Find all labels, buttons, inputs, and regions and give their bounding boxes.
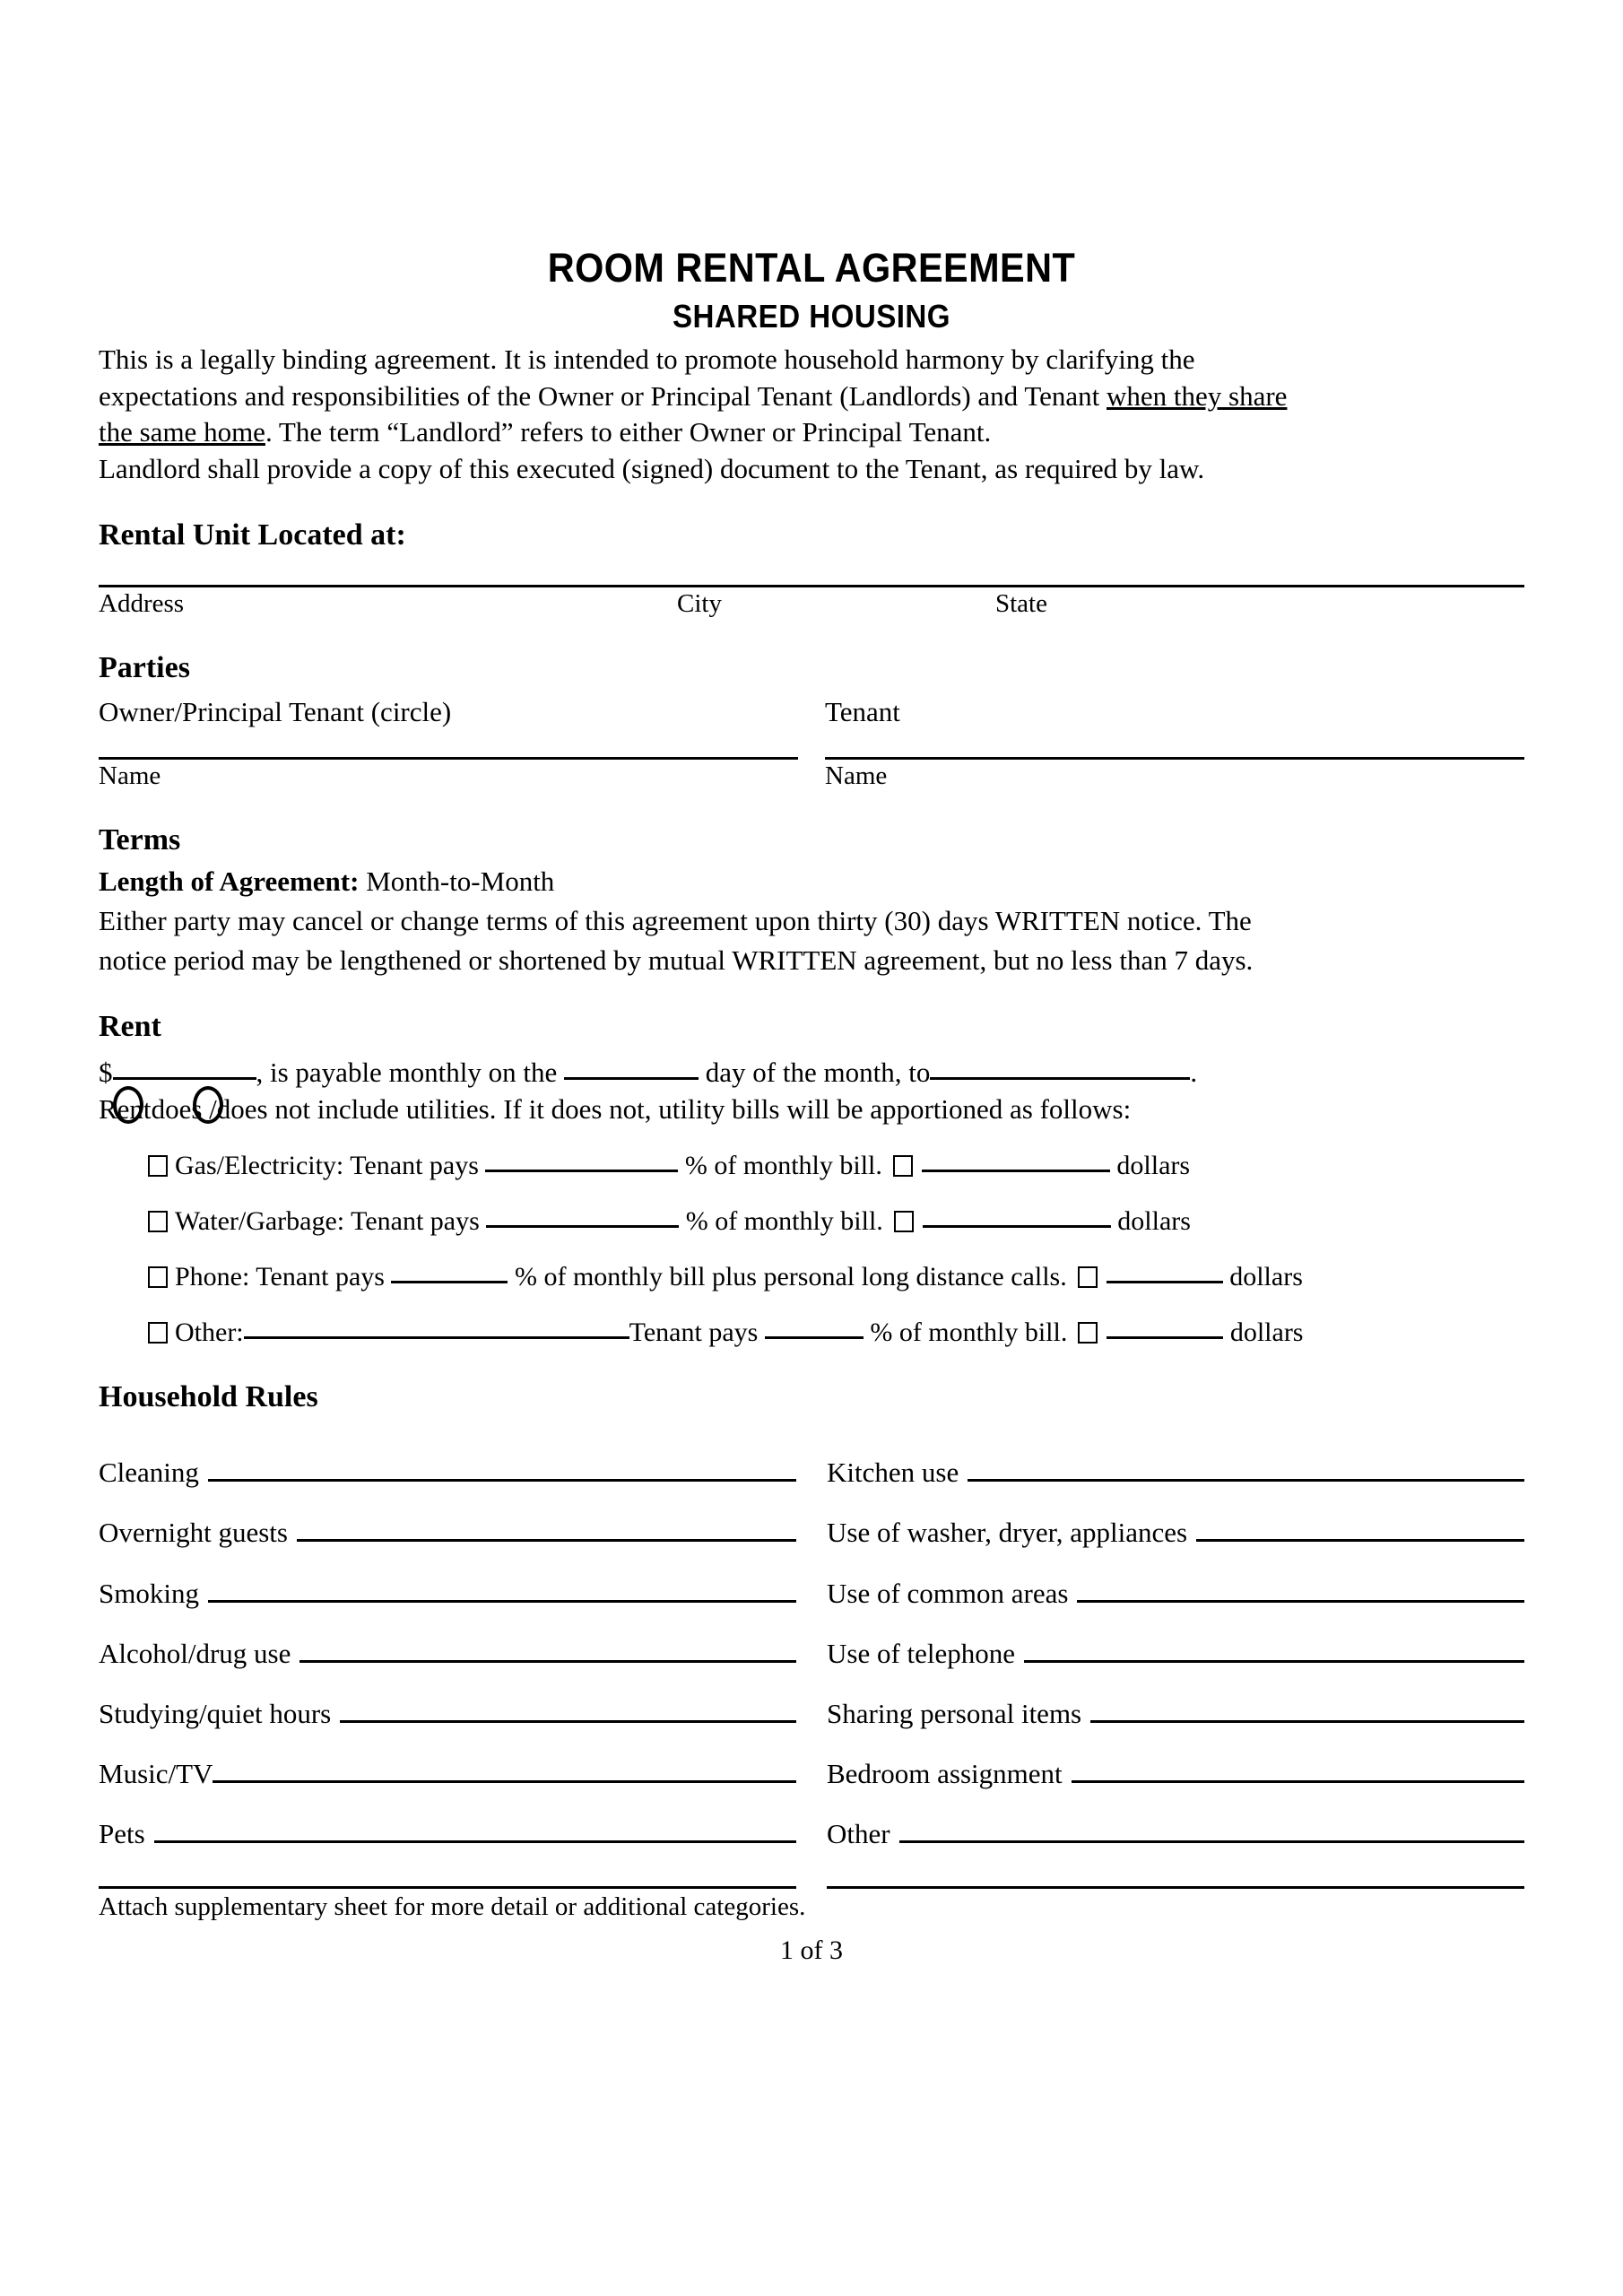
caption-city: City	[677, 589, 722, 619]
address-fill-line[interactable]	[99, 585, 1524, 587]
utility-label: Gas/Electricity: Tenant pays	[175, 1151, 479, 1181]
household-rule-label: Sharing personal items	[827, 1697, 1082, 1729]
household-rule-label: Bedroom assignment	[827, 1758, 1063, 1790]
utility-percent-suffix: % of monthly bill.	[870, 1318, 1068, 1348]
document-sheet	[99, 247, 1524, 1966]
utility-dollars-suffix: dollars	[1116, 1151, 1191, 1181]
utility-percent-suffix: % of monthly bill.	[684, 1151, 882, 1181]
household-rule-fill-line[interactable]	[213, 1780, 796, 1783]
utility-label: Phone: Tenant pays	[175, 1262, 385, 1292]
utility-dollars-blank[interactable]	[922, 1152, 1110, 1172]
length-of-agreement-value: Month-to-Month	[359, 865, 555, 898]
page-title: ROOM RENTAL AGREEMENT	[547, 245, 1076, 291]
utility-rows	[99, 1150, 1524, 1349]
household-rule-fill-line[interactable]	[1024, 1660, 1524, 1663]
utility-label: Water/Garbage: Tenant pays	[175, 1206, 480, 1237]
household-rule-fill-line[interactable]	[968, 1479, 1524, 1482]
rent-choice-does: does	[151, 1093, 203, 1126]
household-rule-fill-line[interactable]	[1077, 1600, 1524, 1603]
terms-body-line-1: Either party may cancel or change terms of this agreement upon thirty (30) days WRITTEN notice. The	[99, 904, 1252, 936]
extra-rule-line-right[interactable]	[827, 1886, 1524, 1889]
household-rule-fill-line[interactable]	[297, 1539, 796, 1542]
household-rule-label: Use of washer, dryer, appliances	[827, 1517, 1188, 1549]
intro-line-3	[99, 414, 1524, 451]
owner-name-fill-line[interactable]	[99, 757, 798, 760]
rent-dollar-sign: $	[99, 1057, 113, 1089]
owner-name-caption-wrap	[99, 761, 798, 792]
household-rule-label: Alcohol/drug use	[99, 1637, 291, 1669]
section-heading-parties: Parties	[99, 651, 190, 685]
household-rule-label: Other	[827, 1818, 890, 1850]
household-rule-label: Overnight guests	[99, 1517, 288, 1549]
rent-amount-blank[interactable]	[113, 1059, 256, 1080]
household-rule-label: Smoking	[99, 1577, 199, 1609]
utility-percent-blank[interactable]	[485, 1152, 678, 1172]
household-rule-fill-line[interactable]	[154, 1840, 796, 1843]
household-rule-label: Kitchen use	[827, 1457, 959, 1489]
caption-state: State	[995, 589, 1047, 619]
household-rule-fill-line[interactable]	[208, 1479, 796, 1482]
address-captions	[99, 589, 1524, 620]
rent-day-of-month-text: day of the month, to	[705, 1057, 931, 1089]
tenant-name-fill-line[interactable]	[825, 757, 1524, 760]
length-of-agreement-row	[99, 865, 1524, 900]
household-rule-item	[99, 1637, 796, 1670]
utility-row	[99, 1150, 1524, 1182]
caption-tenant-name: Name	[825, 761, 888, 791]
utility-dollars-checkbox[interactable]	[1078, 1266, 1098, 1288]
parties-tenant-label: Tenant	[825, 696, 900, 728]
household-rule-fill-line[interactable]	[1090, 1720, 1524, 1723]
household-rule-label: Use of common areas	[827, 1577, 1069, 1609]
utility-percent-suffix: % of monthly bill.	[685, 1206, 883, 1237]
section-heading-household-rules: Household Rules	[99, 1380, 318, 1414]
parties-owner-label: Owner/Principal Tenant (circle)	[99, 696, 452, 728]
circle-marker-does-not[interactable]	[193, 1086, 223, 1124]
household-rule-label: Cleaning	[99, 1457, 199, 1489]
household-rule-fill-line[interactable]	[899, 1840, 1524, 1843]
household-rule-item	[99, 1456, 796, 1489]
utility-dollars-blank[interactable]	[1107, 1263, 1223, 1283]
household-rule-item	[827, 1516, 1524, 1549]
caption-address: Address	[99, 589, 185, 619]
intro-line-2-text: expectations and responsibilities of the Owner or Principal Tenant (Landlords) and Tenant	[99, 379, 1107, 412]
household-rule-item	[99, 1577, 796, 1610]
utility-percent-blank[interactable]	[391, 1263, 508, 1283]
rent-payee-blank[interactable]	[930, 1059, 1190, 1080]
utility-dollars-checkbox[interactable]	[1078, 1322, 1098, 1344]
utility-mid-label: Tenant pays	[629, 1318, 759, 1348]
page-number: 1 of 3	[780, 1935, 843, 1966]
utility-percent-blank[interactable]	[765, 1318, 864, 1339]
section-heading-terms: Terms	[99, 823, 181, 857]
utility-dollars-checkbox[interactable]	[893, 1155, 913, 1177]
section-heading-rental-unit: Rental Unit Located at:	[99, 518, 406, 552]
utility-percent-checkbox[interactable]	[148, 1211, 168, 1232]
utility-row	[99, 1261, 1524, 1293]
household-rule-item	[827, 1577, 1524, 1610]
utility-dollars-suffix: dollars	[1229, 1318, 1304, 1348]
intro-line-1: This is a legally binding agreement. It is intended to promote household harmony by clarifying the	[99, 343, 1195, 375]
rent-amount-row	[99, 1055, 1524, 1090]
utility-percent-blank[interactable]	[486, 1207, 679, 1228]
rent-includes-utilities-row	[99, 1091, 1524, 1126]
household-rule-label: Studying/quiet hours	[99, 1697, 332, 1729]
rent-choice-does-not: does not include utilities. If it does not, utility bills will be apportioned as follows:	[216, 1093, 1132, 1126]
intro-paragraph	[99, 342, 1524, 487]
household-rule-item	[99, 1516, 796, 1549]
rent-choice-slash: /	[209, 1093, 217, 1126]
parties-labels	[99, 691, 1524, 730]
household-rule-label: Use of telephone	[827, 1637, 1016, 1669]
household-rule-item	[827, 1817, 1524, 1850]
household-rule-fill-line[interactable]	[1196, 1539, 1524, 1542]
household-rule-item	[827, 1637, 1524, 1670]
utility-label: Other:	[175, 1318, 244, 1348]
page-subtitle: SHARED HOUSING	[672, 297, 951, 335]
extra-rule-line-left[interactable]	[99, 1886, 796, 1889]
household-rule-item	[827, 1757, 1524, 1790]
household-rule-item	[99, 1757, 796, 1790]
utility-percent-suffix: % of monthly bill plus personal long distance calls.	[514, 1262, 1067, 1292]
household-rule-item	[99, 1817, 796, 1850]
household-rule-item	[99, 1697, 796, 1730]
utility-other-name-blank[interactable]	[244, 1318, 629, 1339]
intro-line-3-text: . The term “Landlord” refers to either Owner or Principal Tenant.	[265, 416, 992, 448]
household-rules-extra-lines	[99, 1886, 1524, 1889]
utility-dollars-suffix: dollars	[1117, 1206, 1191, 1237]
rent-choice-prefix: Rent	[99, 1093, 152, 1126]
utility-percent-checkbox[interactable]	[148, 1266, 168, 1288]
rent-payable-text: , is payable monthly on the	[256, 1057, 558, 1089]
household-rule-item	[827, 1456, 1524, 1489]
intro-underline-b: the same home	[99, 416, 265, 448]
intro-underline-a: when they share	[1107, 379, 1288, 412]
utility-row	[99, 1205, 1524, 1238]
household-rule-fill-line[interactable]	[1072, 1780, 1524, 1783]
household-rule-label: Music/TV	[99, 1758, 213, 1790]
utility-dollars-checkbox[interactable]	[894, 1211, 914, 1232]
utility-dollars-blank[interactable]	[1107, 1318, 1223, 1339]
length-of-agreement-label: Length of Agreement:	[99, 865, 360, 898]
utility-dollars-suffix: dollars	[1229, 1262, 1303, 1292]
caption-owner-name: Name	[99, 761, 161, 791]
utility-percent-checkbox[interactable]	[148, 1322, 168, 1344]
attachment-note: Attach supplementary sheet for more detail or additional categories.	[99, 1892, 806, 1922]
utility-row	[99, 1317, 1524, 1349]
circle-marker-does[interactable]	[113, 1086, 143, 1124]
tenant-name-caption-wrap	[825, 761, 1524, 792]
intro-line-4: Landlord shall provide a copy of this executed (signed) document to the Tenant, as required by law.	[99, 452, 1205, 484]
utility-dollars-blank[interactable]	[923, 1207, 1111, 1228]
rent-period-text: .	[1190, 1057, 1198, 1089]
intro-line-2	[99, 378, 1524, 415]
household-rule-label: Pets	[99, 1818, 145, 1850]
household-rules-grid	[99, 1429, 1524, 1850]
section-heading-rent: Rent	[99, 1010, 161, 1044]
household-rule-fill-line[interactable]	[208, 1600, 796, 1603]
rent-due-day-blank[interactable]	[564, 1059, 699, 1080]
household-rule-fill-line[interactable]	[340, 1720, 796, 1723]
parties-name-captions	[99, 760, 1524, 792]
utility-percent-checkbox[interactable]	[148, 1155, 168, 1177]
household-rule-item	[827, 1697, 1524, 1730]
household-rule-fill-line[interactable]	[299, 1660, 796, 1663]
terms-body-line-2: notice period may be lengthened or shortened by mutual WRITTEN agreement, but no less than 7 days.	[99, 944, 1254, 977]
